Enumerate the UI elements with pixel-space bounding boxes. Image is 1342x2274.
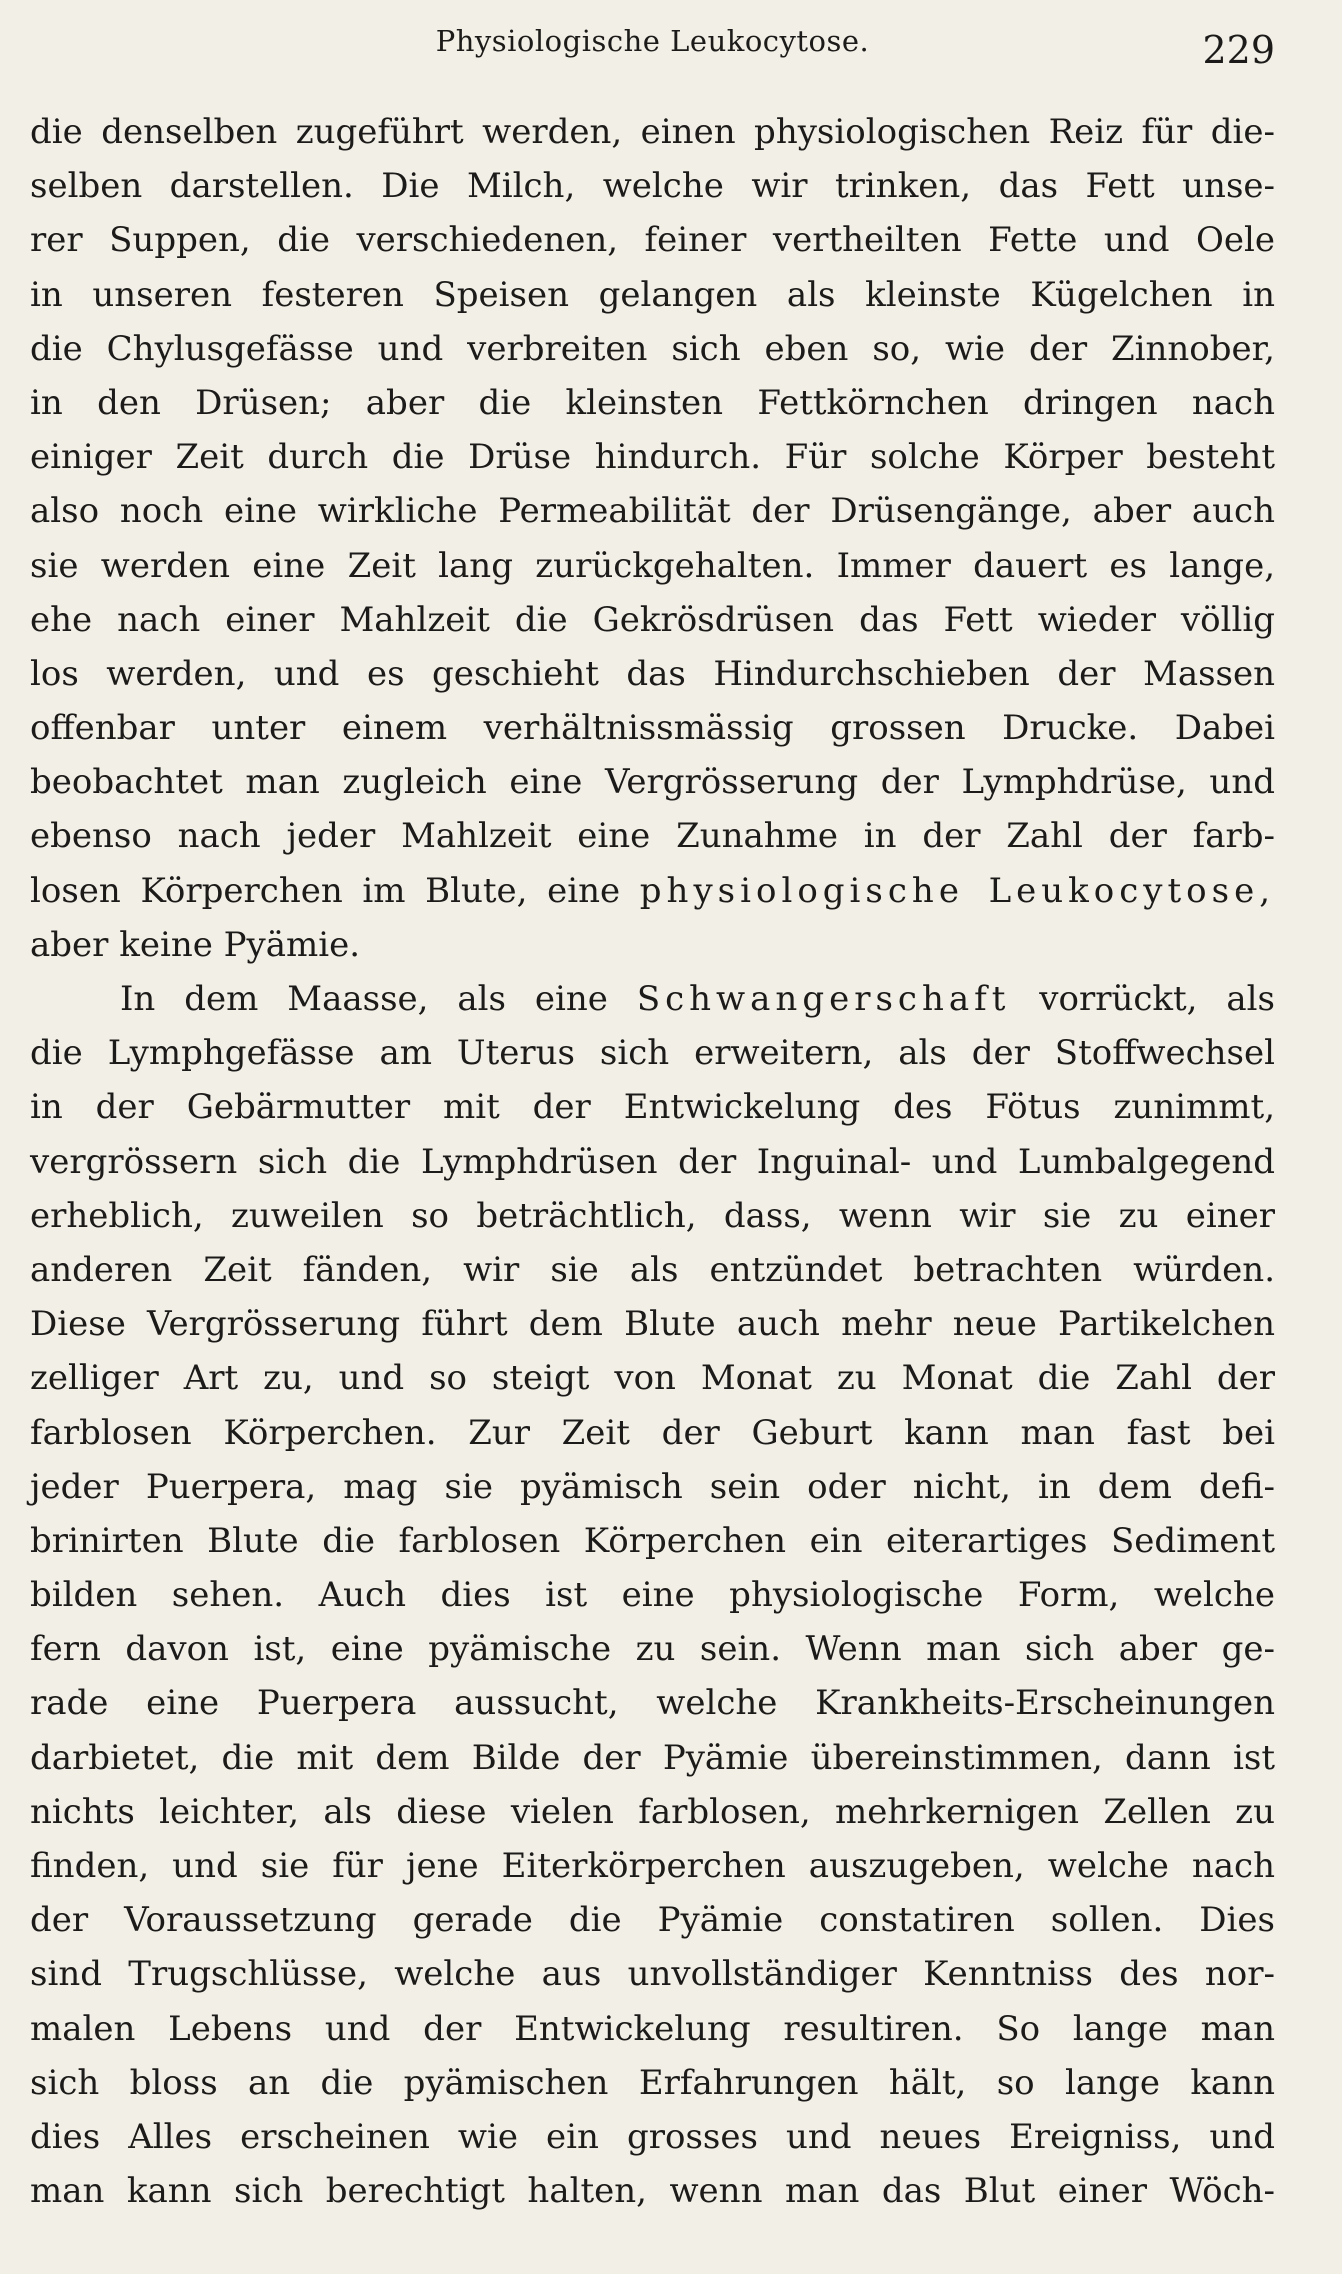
text-line: sind Trugschlüsse, welche aus unvollständiger Kenntniss des nor- [30,1954,1275,1995]
text-line: die Chylusgefässe und verbreiten sich eben so, wie der Zinnober, [30,328,1275,369]
running-header [30,18,1275,78]
text-line: in der Gebärmutter mit der Entwickelung des Fötus zunimmt, [30,1087,1275,1128]
text-line: erheblich, zuweilen so beträchtlich, dass, wenn wir sie zu einer [30,1195,1275,1236]
text-line: malen Lebens und der Entwickelung resultiren. So lange man [30,2008,1275,2049]
text-line: darbietet, die mit dem Bilde der Pyämie übereinstimmen, dann ist [30,1737,1275,1778]
text-line: fern davon ist, eine pyämische zu sein. Wenn man sich aber ge- [30,1629,1275,1670]
text-line: die denselben zugeführt werden, einen physiologischen Reiz für die- [30,112,1275,152]
emphasis-spaced-text: physiologische Leukocytose, [639,870,1275,911]
text-line: offenbar unter einem verhältnissmässig grossen Drucke. Dabei [30,708,1275,749]
text-line: man kann sich berechtigt halten, wenn man das Blut einer Wöch- [30,2171,1275,2212]
text-line: einiger Zeit durch die Drüse hindurch. Für solche Körper besteht [30,437,1275,478]
text-segment: vorrückt, als [1039,979,1275,1019]
text-line: rer Suppen, die verschiedenen, feiner vertheilten Fette und Oele [30,220,1275,261]
running-title: Physiologische Leukocytose. [435,24,870,58]
text-line: ehe nach einer Mahlzeit die Gekrösdrüsen das Fett wieder völlig [30,599,1275,640]
text-line: finden, und sie für jene Eiterkörperchen auszugeben, welche nach [30,1846,1275,1886]
text-line: Diese Vergrösserung führt dem Blute auch mehr neue Partikelchen [30,1304,1275,1345]
text-line: jeder Puerpera, mag sie pyämisch sein oder nicht, in dem defi- [30,1466,1275,1507]
text-line: also noch eine wirkliche Permeabilität der Drüsengänge, aber auch [30,491,1275,532]
text-line: sich bloss an die pyämischen Erfahrungen hält, so lange kann [30,2062,1275,2103]
page-number: 229 [1202,28,1275,72]
text-line: brinirten Blute die farblosen Körperchen ein eiterartiges Sediment [30,1520,1275,1561]
text-line: ebenso nach jeder Mahlzeit eine Zunahme in der Zahl der farb- [30,816,1275,857]
text-line: beobachtet man zugleich eine Vergrösserung der Lymphdrüse, und [30,762,1275,803]
body-text [30,105,1275,2218]
text-line: in den Drüsen; aber die kleinsten Fettkörnchen dringen nach [30,382,1275,423]
text-line: die Lymphgefässe am Uterus sich erweitern, als der Stoffwechsel [30,1033,1275,1074]
text-line: vergrössern sich die Lymphdrüsen der Inguinal- und Lumbalgegend [30,1141,1275,1182]
text-line: sie werden eine Zeit lang zurückgehalten. Immer dauert es lange, [30,545,1275,586]
text-line: zelliger Art zu, und so steigt von Monat zu Monat die Zahl der [30,1358,1275,1399]
text-line: in unseren festeren Speisen gelangen als kleinste Kügelchen in [30,274,1275,315]
emphasis-spaced-text: Schwangerschaft [636,979,1011,1019]
text-line: bilden sehen. Auch dies ist eine physiologische Form, welche [30,1575,1275,1616]
text-line [30,864,1275,918]
text-line: los werden, und es geschieht das Hindurchschieben der Massen [30,653,1275,694]
text-line: rade eine Puerpera aussucht, welche Krankheits-Erscheinungen [30,1683,1275,1724]
text-segment: losen Körperchen im Blute, eine [30,870,621,911]
text-line: farblosen Körperchen. Zur Zeit der Geburt kann man fast bei [30,1412,1275,1453]
text-line: der Voraussetzung gerade die Pyämie constatiren sollen. Dies [30,1900,1275,1941]
text-line: dies Alles erscheinen wie ein grosses und neues Ereigniss, und [30,2116,1275,2157]
text-line: selben darstellen. Die Milch, welche wir trinken, das Fett unse- [30,166,1275,207]
text-line: anderen Zeit fänden, wir sie als entzündet betrachten würden. [30,1249,1275,1290]
text-line [30,972,1275,1026]
text-line: nichts leichter, als diese vielen farblosen, mehrkernigen Zellen zu [30,1791,1275,1832]
text-line: aber keine Pyämie. [30,924,361,965]
text-segment: In dem Maasse, als eine [120,979,608,1019]
